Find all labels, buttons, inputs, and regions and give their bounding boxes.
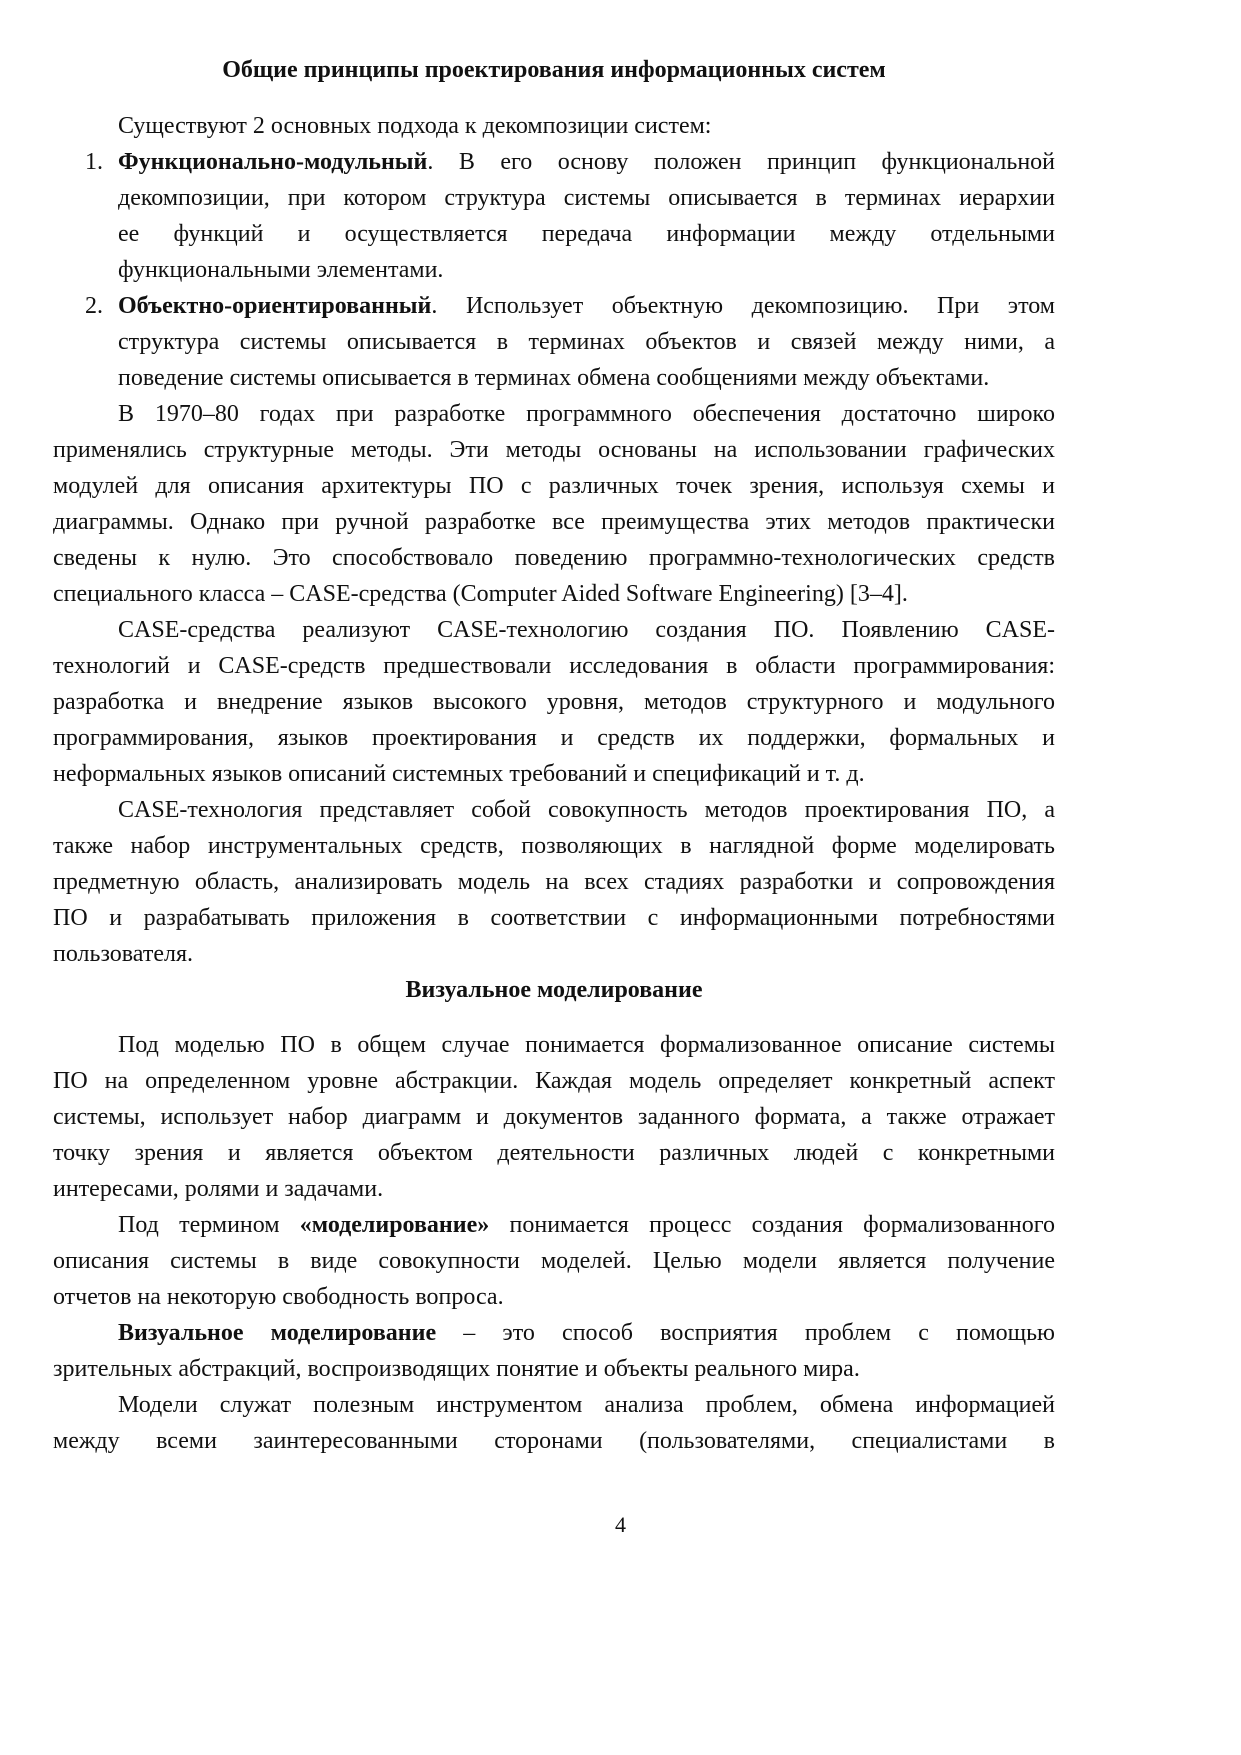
text-segment: предметную область, анализировать модель на всех стадиях разработки и сопровождения (53, 869, 1055, 895)
text-segment: Модели служат полезным инструментом анализа проблем, обмена информацией (118, 1392, 1055, 1418)
text-segment: отчетов на некоторую свободность вопроса. (53, 1284, 504, 1310)
bold-term: Визуальное моделирование (118, 1320, 437, 1346)
bold-term: Объектно-ориентированный (118, 293, 432, 319)
text-line (118, 144, 1055, 180)
text-line (118, 324, 1055, 360)
text-segment: Под моделью ПО в общем случае понимается формализованное описание системы (118, 1032, 1055, 1058)
list-number: 1. (85, 149, 103, 175)
paragraph (53, 1315, 1055, 1387)
text-segment: программирования, языков проектирования и средств их поддержки, формальных и (53, 725, 1055, 751)
section-title: Общие принципы проектирования информационных систем (222, 57, 886, 83)
text-segment: применялись структурные методы. Эти методы основаны на использовании графических (53, 437, 1055, 463)
text-line (53, 648, 1055, 684)
text-line (118, 216, 1055, 252)
text-line (53, 612, 1055, 648)
text-segment: . Использует объектную декомпозицию. При этом (431, 293, 1055, 319)
text-segment: поведение системы описывается в терминах обмена сообщениями между объектами. (118, 365, 990, 391)
document-body (53, 108, 1055, 1459)
text-segment: описания системы в виде совокупности моделей. Целью модели является получение (53, 1248, 1055, 1274)
list-number: 2. (85, 293, 103, 319)
text-segment: интересами, ролями и задачами. (53, 1176, 384, 1202)
text-line (53, 936, 1055, 972)
text-line (53, 1243, 1055, 1279)
paragraph (53, 1027, 1055, 1207)
text-segment: неформальных языков описаний системных требований и спецификаций и т. д. (53, 761, 865, 787)
text-line (53, 900, 1055, 936)
text-line (53, 1099, 1055, 1135)
text-segment: функциональными элементами. (118, 257, 444, 283)
text-segment: между всеми заинтересованными сторонами (пользователями, специалистами в (53, 1428, 1055, 1454)
text-segment: В 1970–80 годах при разработке программного обеспечения достаточно широко (118, 401, 1055, 427)
text-segment: ПО на определенном уровне абстракции. Каждая модель определяет конкретный аспект (53, 1068, 1055, 1094)
section-heading: Визуальное моделирование (405, 977, 703, 1003)
text-line (53, 1423, 1055, 1459)
text-segment: CASE-технология представляет собой совокупность методов проектирования ПО, а (118, 797, 1055, 823)
text-line (53, 1279, 1055, 1315)
text-line (53, 828, 1055, 864)
paragraph (53, 612, 1055, 792)
text-line (118, 360, 1055, 396)
text-segment: – это способ восприятия проблем с помощью (436, 1320, 1055, 1346)
text-segment: Под термином (118, 1212, 300, 1238)
text-line (53, 1135, 1055, 1171)
list-item (53, 288, 1055, 396)
text-line (53, 540, 1055, 576)
text-line (53, 792, 1055, 828)
text-line (53, 864, 1055, 900)
text-segment: диаграммы. Однако при ручной разработке все преимущества этих методов практически (53, 509, 1055, 535)
text-segment: системы, использует набор диаграмм и документов заданного формата, а также отражает (53, 1104, 1055, 1130)
paragraph (53, 792, 1055, 972)
list-item (53, 144, 1055, 288)
text-line (53, 1063, 1055, 1099)
text-line (53, 684, 1055, 720)
text-line (53, 1171, 1055, 1207)
text-segment: ПО и разрабатывать приложения в соответствии с информационными потребностями (53, 905, 1055, 931)
text-line (53, 720, 1055, 756)
text-line (53, 576, 1055, 612)
text-segment: CASE-средства реализуют CASE-технологию создания ПО. Появлению CASE- (118, 617, 1055, 643)
text-segment: точку зрения и является объектом деятельности различных людей с конкретными (53, 1140, 1055, 1166)
text-line (118, 252, 1055, 288)
text-line (53, 504, 1055, 540)
text-line (53, 1027, 1055, 1063)
text-line (53, 468, 1055, 504)
text-line (53, 1387, 1055, 1423)
paragraph (53, 396, 1055, 612)
text-segment: декомпозиции, при котором структура системы описывается в терминах иерархии (118, 185, 1055, 211)
text-line (53, 1351, 1055, 1387)
text-segment: разработка и внедрение языков высокого уровня, методов структурного и модульного (53, 689, 1055, 715)
bold-term: Функционально-модульный (118, 149, 428, 175)
text-line (118, 180, 1055, 216)
paragraph (53, 1387, 1055, 1459)
text-line (53, 432, 1055, 468)
text-segment: Существуют 2 основных подхода к декомпозиции систем: (118, 113, 712, 139)
text-segment: . В его основу положен принцип функциональной (427, 149, 1055, 175)
text-segment: ее функций и осуществляется передача информации между отдельными (118, 221, 1055, 247)
text-segment: специального класса – CASE-средства (Computer Aided Software Engineering) [3–4]. (53, 581, 908, 607)
text-line (53, 1207, 1055, 1243)
paragraph (53, 1207, 1055, 1315)
text-segment: также набор инструментальных средств, позволяющих в наглядной форме моделировать (53, 833, 1055, 859)
text-segment: понимается процесс создания формализованного (489, 1212, 1056, 1238)
page-number: 4 (615, 1512, 626, 1537)
text-line (53, 1315, 1055, 1351)
text-segment: зрительных абстракций, воспроизводящих понятие и объекты реального мира. (53, 1356, 860, 1382)
paragraph (53, 108, 1055, 144)
text-segment: сведены к нулю. Это способствовало поведению программно-технологических средств (53, 545, 1055, 571)
text-segment: модулей для описания архитектуры ПО с различных точек зрения, используя схемы и (53, 473, 1055, 499)
text-line (53, 756, 1055, 792)
text-segment: структура системы описывается в терминах объектов и связей между ними, а (118, 329, 1055, 355)
text-segment: пользователя. (53, 941, 193, 967)
bold-term: «моделирование» (299, 1212, 490, 1238)
text-line (53, 396, 1055, 432)
document-page (53, 52, 1055, 1459)
text-segment: технологий и CASE-средств предшествовали исследования в области программирования: (53, 653, 1055, 679)
text-line (118, 288, 1055, 324)
text-line (53, 108, 1055, 144)
